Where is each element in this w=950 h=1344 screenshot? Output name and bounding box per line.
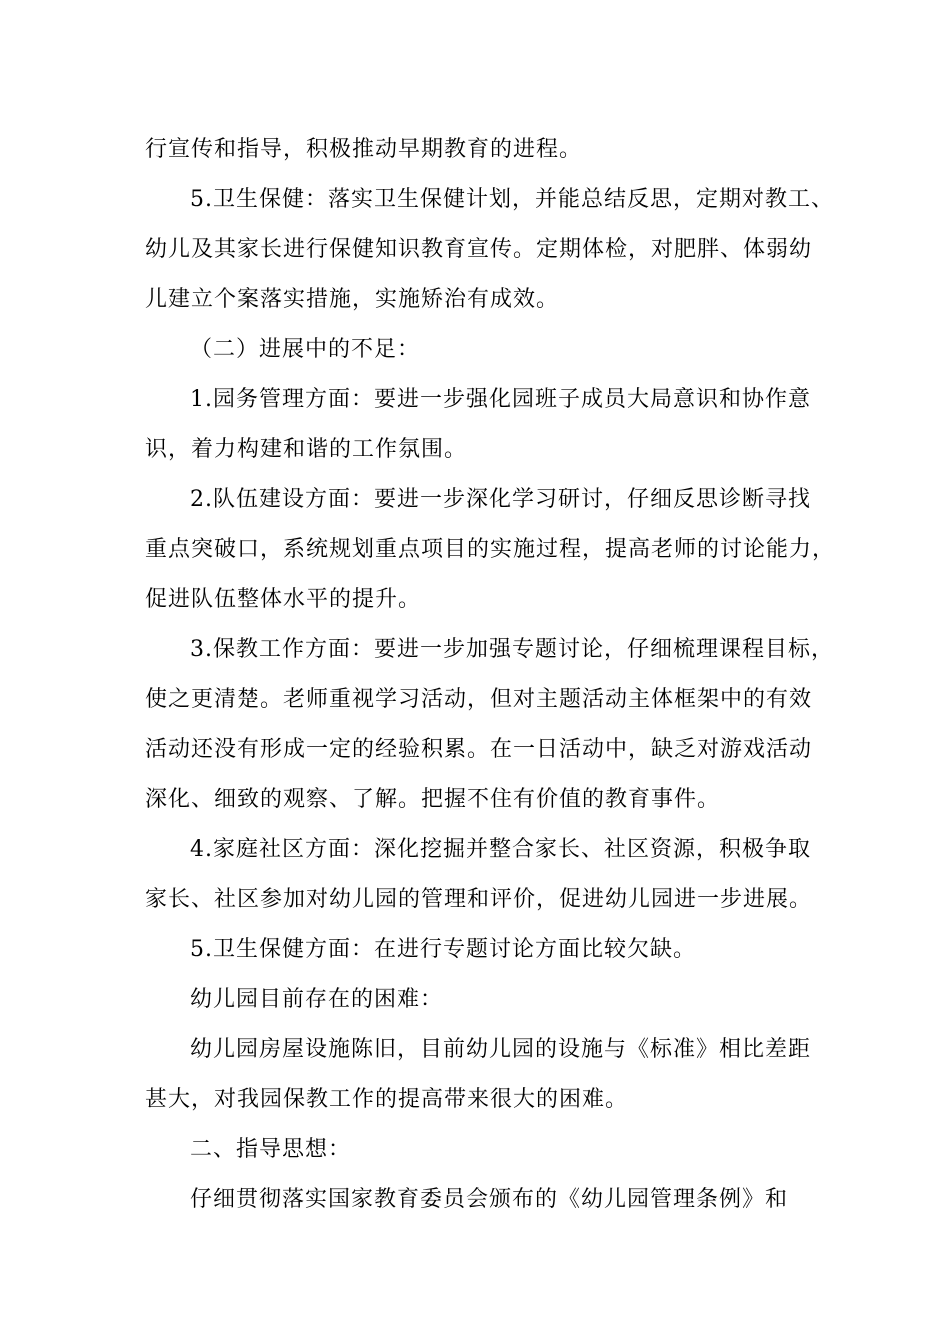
text-line: 家长、社区参加对幼儿园的管理和评价，促进幼儿园进一步进展。	[145, 887, 813, 912]
text-line: 重点突破口，系统规划重点项目的实施过程，提高老师的讨论能力，	[145, 537, 836, 562]
text-line: 5.卫生保健方面：在进行专题讨论方面比较欠缺。	[190, 937, 696, 962]
section-heading: （二）进展中的不足：	[190, 337, 421, 362]
text-line: 使之更清楚。老师重视学习活动，但对主题活动主体框架中的有效	[145, 687, 813, 712]
section-heading: 二、指导思想：	[190, 1137, 352, 1162]
text-line: 2.队伍建设方面：要进一步深化学习研讨，仔细反思诊断寻找	[190, 487, 811, 512]
text-line: 1.园务管理方面：要进一步强化园班子成员大局意识和协作意	[190, 387, 811, 412]
text-line: 促进队伍整体水平的提升。	[145, 587, 422, 612]
text-line: 识，着力构建和谐的工作氛围。	[145, 437, 468, 462]
text-line: 行宣传和指导，积极推动早期教育的进程。	[145, 137, 583, 162]
text-line: 5.卫生保健：落实卫生保健计划，并能总结反思，定期对教工、	[190, 187, 834, 212]
text-line: 深化、细致的观察、了解。把握不住有价值的教育事件。	[145, 787, 721, 812]
text-line: 儿建立个案落实措施，实施矫治有成效。	[145, 287, 560, 312]
text-line: 甚大，对我园保教工作的提高带来很大的困难。	[145, 1087, 629, 1112]
text-line: 3.保教工作方面：要进一步加强专题讨论，仔细梳理课程目标，	[190, 637, 834, 662]
text-line: 4.家庭社区方面：深化挖掘并整合家长、社区资源，积极争取	[190, 837, 811, 862]
section-heading: 幼儿园目前存在的困难：	[190, 987, 444, 1012]
text-line: 仔细贯彻落实国家教育委员会颁布的《幼儿园管理条例》和	[190, 1187, 789, 1212]
text-line: 活动还没有形成一定的经验积累。在一日活动中，缺乏对游戏活动	[145, 737, 813, 762]
text-line: 幼儿园房屋设施陈旧，目前幼儿园的设施与《标准》相比差距	[190, 1037, 812, 1062]
text-line: 幼儿及其家长进行保健知识教育宣传。定期体检，对肥胖、体弱幼	[145, 237, 813, 262]
